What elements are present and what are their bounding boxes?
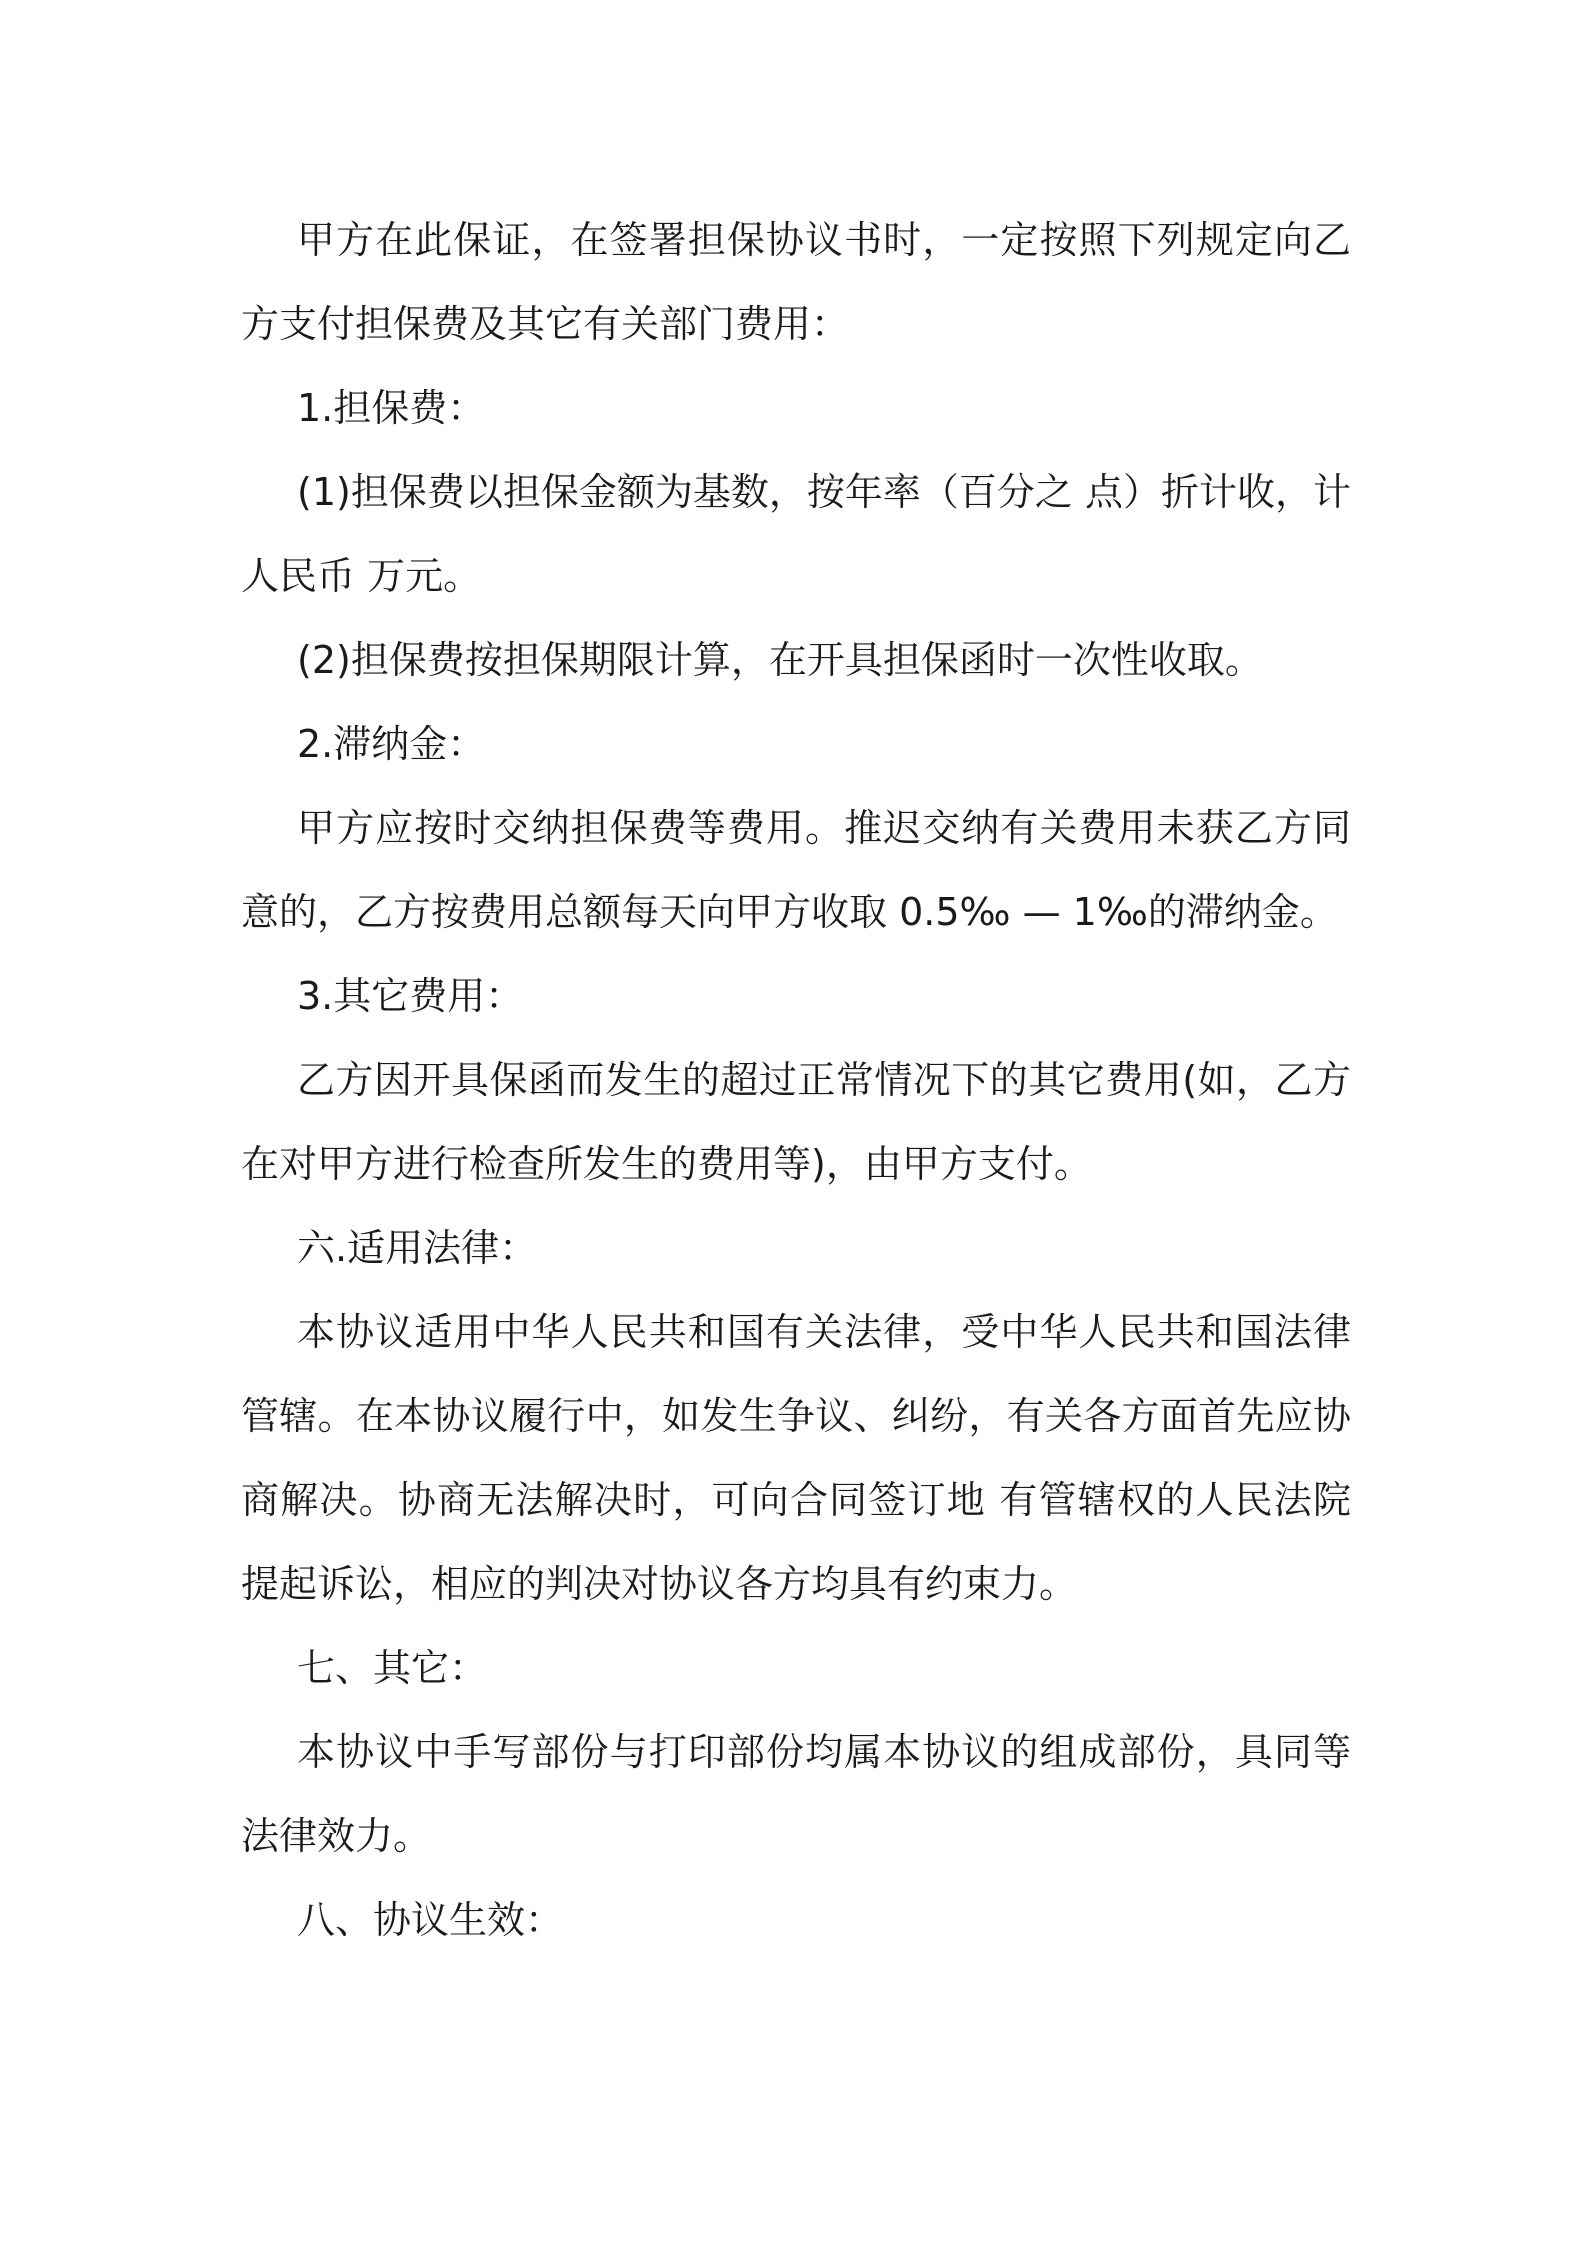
document-body bbox=[241, 198, 1351, 1962]
paragraph-miscellaneous: 本协议中手写部份与打印部份均属本协议的组成部份，具同等法律效力。 bbox=[241, 1730, 1351, 1858]
paragraph-fee-rate: (1)担保费以担保金额为基数，按年率（百分之 点）折计收，计人民币 万元。 bbox=[241, 470, 1351, 598]
heading-miscellaneous: 七、其它： bbox=[297, 1646, 488, 1690]
paragraph-applicable-law: 本协议适用中华人民共和国有关法律，受中华人民共和国法律管辖。在本协议履行中，如发生争议、纠纷，有关各方面首先应协商解决。协商无法解决时，可向合同签订地 有管辖权的人民法院提起诉讼，相应的判决对协议各方均具有约束力。 bbox=[241, 1310, 1351, 1606]
heading-late-fee: 2.滞纳金： bbox=[297, 722, 486, 766]
paragraph-other-fees: 乙方因开具保函而发生的超过正常情况下的其它费用(如，乙方在对甲方进行检查所发生的费用等)，由甲方支付。 bbox=[241, 1058, 1351, 1186]
paragraph-late-fee: 甲方应按时交纳担保费等费用。推迟交纳有关费用未获乙方同意的，乙方按费用总额每天向甲方收取 0.5‰ — 1‰的滞纳金。 bbox=[241, 806, 1351, 934]
heading-guarantee-fee: 1.担保费： bbox=[297, 386, 486, 430]
heading-other-fees: 3.其它费用： bbox=[297, 974, 524, 1018]
heading-agreement-effective: 八、协议生效： bbox=[297, 1898, 564, 1942]
heading-applicable-law: 六.适用法律： bbox=[297, 1226, 538, 1270]
paragraph-fee-term: (2)担保费按担保期限计算，在开具担保函时一次性收取。 bbox=[297, 638, 1263, 682]
paragraph-guarantee-statement: 甲方在此保证，在签署担保协议书时，一定按照下列规定向乙方支付担保费及其它有关部门费用： bbox=[241, 218, 1351, 346]
